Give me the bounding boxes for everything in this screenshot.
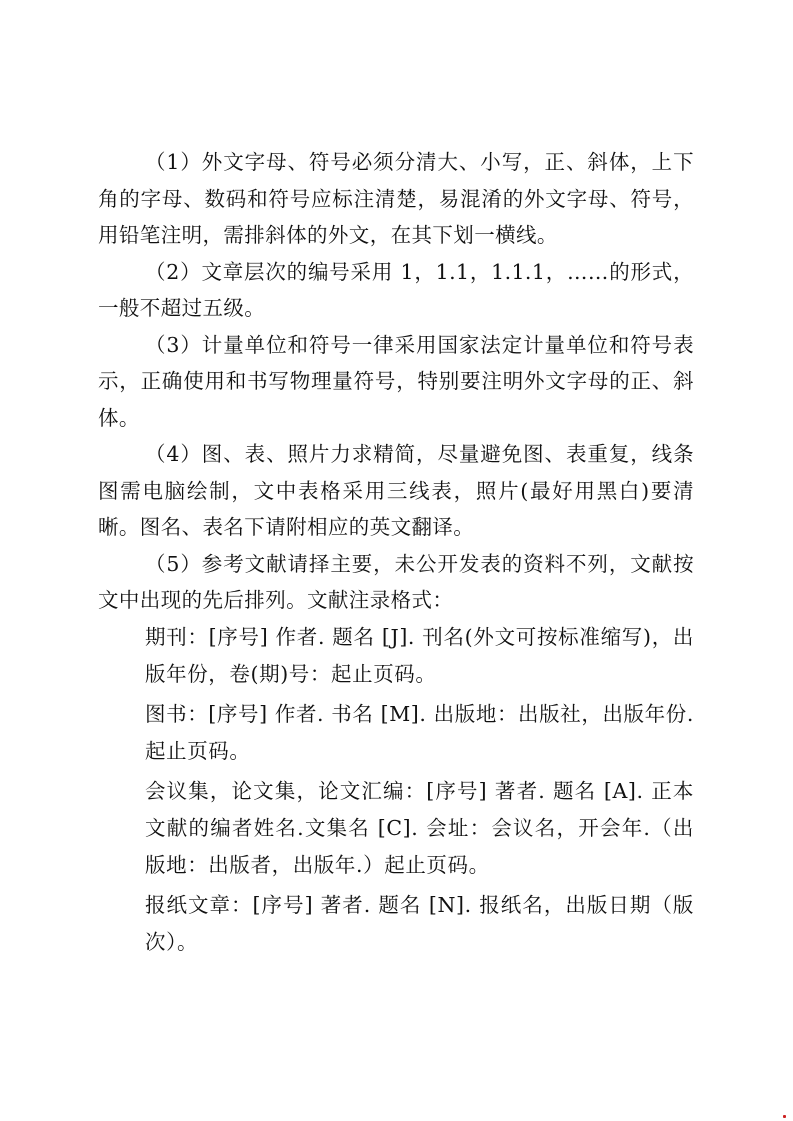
document-body: [98, 144, 694, 961]
paragraph-references: （5）参考文献请择主要，未公开发表的资料不列，文献按文中出现的先后排列。文献注录格式：: [98, 551, 694, 612]
citation-format-newspaper: 报纸文章：[序号] 著者. 题名 [N]. 报纸名，出版日期（版次）。: [145, 892, 694, 954]
corner-mark: [783, 1115, 786, 1118]
citation-format-journal: 期刊：[序号] 作者. 题名 [J]. 刊名(外文可按标准缩写)，出版年份，卷(期)号：起止页码。: [145, 624, 694, 686]
paragraph-letters-symbols: （1）外文字母、符号必须分清大、小写，正、斜体，上下角的字母、数码和符号应标注清楚，易混淆的外文字母、符号，用铅笔注明，需排斜体的外文，在其下划一横线。: [98, 150, 694, 247]
citation-format-list: [98, 619, 694, 961]
paragraph-figures-tables: （4）图、表、照片力求精简，尽量避免图、表重复，线条图需电脑绘制，文中表格采用三线表，照片(最好用黑白)要清晰。图名、表名下请附相应的英文翻译。: [98, 442, 694, 539]
paragraph-units-symbols: （3）计量单位和符号一律采用国家法定计量单位和符号表示，正确使用和书写物理量符号，特别要注明外文字母的正、斜体。: [98, 332, 694, 430]
paragraph-section-numbering: （2）文章层次的编号采用 1，1.1，1.1.1，……的形式，一般不超过五级。: [98, 259, 694, 320]
citation-format-proceedings: 会议集，论文集，论文汇编：[序号] 著者. 题名 [A]. 正本文献的编者姓名.文集名 [C]. 会址：会议名，开会年.（出版地：出版者，出版年.）起止页码。: [145, 778, 694, 877]
citation-format-book: 图书：[序号] 作者. 书名 [M]. 出版地：出版社，出版年份.起止页码。: [145, 701, 694, 763]
